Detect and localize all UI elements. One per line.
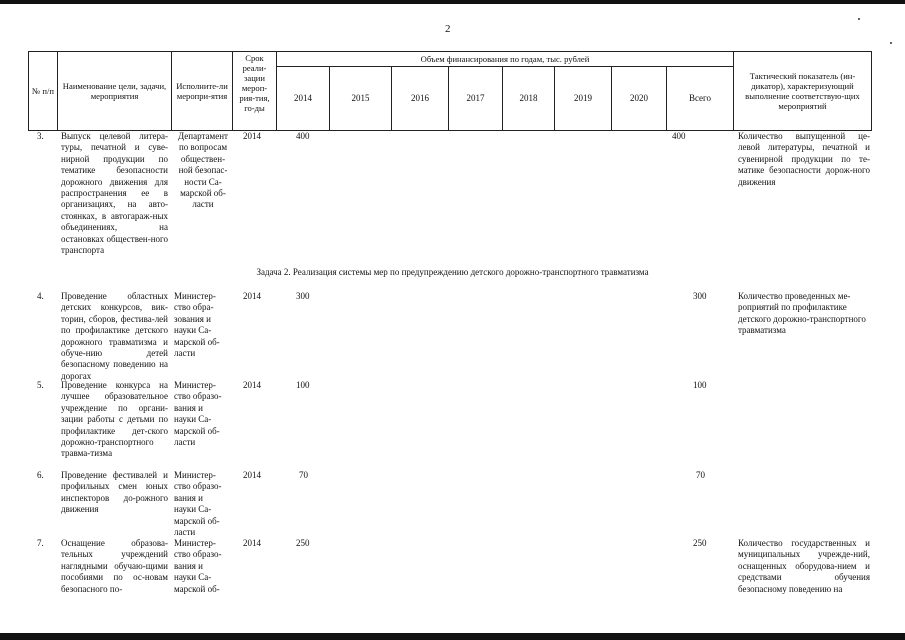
header-funding: Объем финансирования по годам, тыс. рублей <box>277 51 734 67</box>
row-executor <box>174 291 236 359</box>
executor-line: ласти <box>192 199 214 210</box>
row-year: 2014 <box>243 538 261 548</box>
header-year-2019: 2019 <box>555 66 612 131</box>
header-year-2016: 2016 <box>392 66 449 131</box>
header-term: Срок реали-зации мероп-рия-тия, го-ды <box>233 51 277 131</box>
row-number: 3. <box>37 131 44 141</box>
row-name: Выпуск целевой литера-туры, печатной и суве-нирной продукции по тематике безопасности дорожного движения для распространения ее в организациях, на авто-стоянках, в автогараж-ных объединениях, на остановках обществен-ного транспорта <box>61 131 168 256</box>
executor-line: Министер- <box>174 291 216 301</box>
executor-line: вания и <box>174 492 203 503</box>
executor-line: ласти <box>174 348 196 359</box>
executor-line: науки Са- <box>174 325 212 336</box>
executor-line: ство образо- <box>174 549 222 560</box>
row-number: 7. <box>37 538 44 548</box>
row-indicator: Количество государственных и муниципальных учрежде-ний, оснащенных оборудова-нием и средствами обучения безопасному поведению на <box>738 538 870 594</box>
row-value-2014: 400 <box>296 131 310 141</box>
row-number: 6. <box>37 470 44 480</box>
executor-line: ство образо- <box>174 391 222 402</box>
executor-line: марской об- <box>174 425 220 436</box>
executor-line: марской об- <box>174 515 220 526</box>
row-name: Оснащение образова-тельных учреждений наглядными обучаю-щими пособиями по ос-новам безопасного по- <box>61 538 168 594</box>
executor-line: науки Са- <box>174 572 212 583</box>
executor-line: зования и <box>174 313 211 324</box>
header-year-2018: 2018 <box>503 66 555 131</box>
executor-line: Министер- <box>174 538 216 548</box>
row-number: 4. <box>37 291 44 301</box>
executor-line: ство образо- <box>174 481 222 492</box>
executor-line: ласти <box>174 527 196 538</box>
row-value-2014: 70 <box>299 470 308 480</box>
executor-line: ласти <box>174 437 196 448</box>
scan-speck <box>858 18 860 20</box>
row-value-2014: 100 <box>296 380 310 390</box>
executor-line: обществен- <box>180 153 226 164</box>
row-total: 250 <box>693 538 707 548</box>
scan-speck <box>890 42 892 44</box>
executor-line: вания и <box>174 560 203 571</box>
header-number: № п/п <box>28 51 58 131</box>
header-year-2017: 2017 <box>449 66 503 131</box>
row-name: Проведение областных детских конкурсов, вик-торин, сборов, фестива-лей по профилактике детского дорожного травматизма и обуче-нию детей безопасному поведению на дорогах <box>61 291 168 381</box>
row-total: 400 <box>672 131 686 141</box>
row-total: 100 <box>693 380 707 390</box>
executor-line: ности Са- <box>184 176 222 187</box>
row-executor <box>174 380 236 448</box>
header-year-2014: 2014 <box>277 66 330 131</box>
executor-line: марской об- <box>174 583 220 594</box>
row-value-2014: 250 <box>296 538 310 548</box>
row-total: 70 <box>696 470 705 480</box>
executor-line: ство обра- <box>174 302 214 313</box>
executor-line: ной безопас- <box>178 165 228 176</box>
row-indicator: Количество выпущенной це-левой литературы, печатной и сувенирной продукции по те-матике безопасности дорож-ного движения <box>738 131 870 187</box>
task-heading: Задача 2. Реализация системы мер по предупреждению детского дорожно-транспортного травматизма <box>256 267 649 277</box>
header-year-2015: 2015 <box>330 66 392 131</box>
row-executor <box>172 131 234 211</box>
executor-line: Департамент <box>178 131 228 141</box>
row-total: 300 <box>693 291 707 301</box>
row-executor <box>174 470 236 538</box>
executor-line: науки Са- <box>174 504 212 515</box>
page-number: 2 <box>445 23 451 35</box>
header-total: Всего <box>667 66 734 131</box>
row-number: 5. <box>37 380 44 390</box>
bottom-scan-border <box>0 633 905 640</box>
header-executor: Исполните-ли меропри-ятия <box>172 51 233 131</box>
row-year: 2014 <box>243 291 261 301</box>
row-indicator: Количество проведенных ме-роприятий по профилактике детского дорожно-транспортного травматизма <box>738 291 866 336</box>
executor-line: науки Са- <box>174 414 212 425</box>
row-name: Проведение конкурса на лучшее образовательное учреждение по органи-зации работы с детьми по профилактике дет-ского дорожно-транспортного травма-тизма <box>61 380 168 459</box>
executor-line: Министер- <box>174 380 216 390</box>
row-value-2014: 300 <box>296 291 310 301</box>
header-indicator: Тактический показатель (ин-дикатор), характеризующий выполнение соответствую-щих мероприятий <box>734 51 872 131</box>
row-year: 2014 <box>243 131 261 141</box>
executor-line: по вопросам <box>178 142 228 153</box>
header-name: Наименование цели, задачи, мероприятия <box>58 51 172 131</box>
executor-line: вания и <box>174 402 203 413</box>
row-executor <box>174 538 236 595</box>
row-name: Проведение фестивалей и профильных смен юных инспекторов до-рожного движения <box>61 470 168 515</box>
executor-line: марской об- <box>180 188 226 199</box>
row-year: 2014 <box>243 380 261 390</box>
top-scan-border <box>0 0 905 4</box>
header-year-2020: 2020 <box>612 66 667 131</box>
executor-line: Министер- <box>174 470 216 480</box>
row-year: 2014 <box>243 470 261 480</box>
executor-line: марской об- <box>174 336 220 347</box>
